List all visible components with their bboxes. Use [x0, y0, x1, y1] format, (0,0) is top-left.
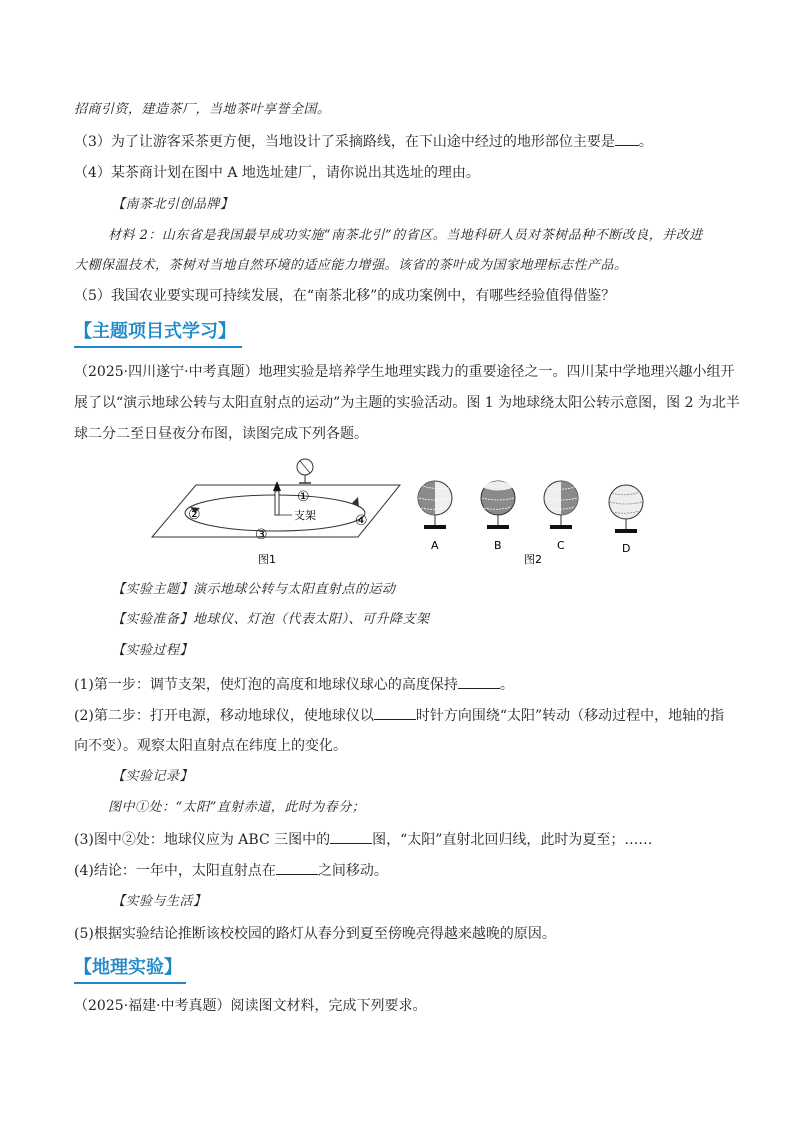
- question-3: [74, 131, 653, 152]
- globe-label: A: [431, 539, 439, 552]
- position-4-label: ④: [355, 513, 368, 529]
- answer-blank[interactable]: [374, 705, 416, 720]
- intro-text: 展了以“演示地球公转与太阳直射点的运动”为主题的实验活动。图 1 为地球绕太阳公转示意图，图 2 为北半: [74, 395, 740, 411]
- question-4: （4）某茶商计划在图中 A 地选址建厂，请你说出其选址的理由。: [74, 165, 480, 181]
- answer-blank[interactable]: [330, 829, 372, 844]
- record-heading: 【实验记录】: [112, 769, 194, 784]
- material-2: 材料 2：山东省是我国最早成功实施“南茶北引”的省区。当地科研人员对茶树品种不断改良，并改进: [108, 228, 703, 243]
- arrow-icon: [352, 497, 359, 507]
- position-3-label: ③: [255, 527, 268, 543]
- section-title: 【地理实验】: [74, 957, 182, 978]
- answer-blank[interactable]: [458, 674, 500, 689]
- section-title: 【主题项目式学习】: [74, 321, 236, 342]
- globe-label: D: [622, 542, 631, 555]
- question-text: （3）为了让游客采茶更方便，当地设计了采摘路线，在下山途中经过的地形部位主要是: [74, 134, 615, 150]
- question-text: (3)图中②处：地球仪应为 ABC 三图中的: [74, 832, 331, 848]
- intro-text: （2025·福建·中考真题）阅读图文材料，完成下列要求。: [74, 998, 427, 1014]
- figure-diagram: [140, 455, 660, 575]
- intro-text: 球二分二至日昼夜分布图，读图完成下列各题。: [74, 426, 368, 442]
- subsection-heading: 【南茶北引创品牌】: [112, 197, 234, 212]
- position-2-label: ②: [188, 507, 201, 523]
- question-text: (1)第一步：调节支架，使灯泡的高度和地球仪球心的高度保持: [74, 677, 458, 693]
- section-underline: [74, 982, 186, 984]
- step-2-cont: 向不变）。观察太阳直射点在纬度上的变化。: [74, 738, 347, 754]
- material-2-cont: 大棚保温技术，茶树对当地自然环境的适应能力增强。该省的茶叶成为国家地理标志性产品。: [74, 258, 628, 273]
- globe-a: [418, 481, 452, 529]
- globe-c: [544, 481, 578, 529]
- question-5: (5)根据实验结论推断该校校园的路灯从春分到夏至傍晚亮得越来越晚的原因。: [74, 926, 556, 942]
- question-text: 。: [499, 677, 514, 693]
- question-text: 。: [638, 134, 653, 150]
- step-1: [74, 674, 514, 695]
- support-stand: [275, 491, 279, 515]
- answer-blank[interactable]: [276, 860, 318, 875]
- globe-label: C: [557, 539, 565, 552]
- intro-text: （2025·四川遂宁·中考真题）地理实验是培养学生地理实践力的重要途径之一。四川某中学地理兴趣小组开: [74, 364, 735, 380]
- experiment-theme: 【实验主题】演示地球公转与太阳直射点的运动: [112, 582, 396, 597]
- question-text: 时针方向围绕“太阳”转动（移动过程中，地轴的指: [415, 708, 725, 724]
- text-line: 招商引资，建造茶厂，当地茶叶享誉全国。: [74, 102, 331, 117]
- experiment-prep: 【实验准备】地球仪、灯泡（代表太阳）、可升降支架: [112, 612, 430, 627]
- globe-b: [481, 481, 515, 529]
- question-text: (2)第二步：打开电源，移动地球仪，使地球仪以: [74, 708, 374, 724]
- question-5: （5）我国农业要实现可持续发展，在“南茶北移”的成功案例中，有哪些经验值得借鉴？: [74, 288, 616, 304]
- question-text: 图，“太阳”直射北回归线，此时为夏至；……: [372, 832, 653, 848]
- question-text: 之间移动。: [317, 863, 388, 879]
- globe-label: B: [494, 539, 502, 552]
- lamp-icon: [273, 481, 281, 491]
- record-line: 图中①处：“太阳”直射赤道，此时为春分；: [108, 800, 366, 815]
- question-4: [74, 860, 388, 881]
- question-text: (4)结论：一年中，太阳直射点在: [74, 863, 276, 879]
- support-label: 支架: [294, 509, 316, 522]
- step-2: [74, 705, 724, 726]
- life-heading: 【实验与生活】: [112, 894, 207, 909]
- figure-2-caption: 图2: [524, 553, 542, 566]
- globe-d: [609, 485, 643, 533]
- figure-1-caption: 图1: [258, 553, 276, 566]
- position-1-label: ①: [297, 489, 310, 505]
- process-heading: 【实验过程】: [112, 643, 194, 658]
- question-3: [74, 829, 652, 850]
- section-underline: [74, 346, 242, 348]
- answer-blank[interactable]: [615, 131, 639, 146]
